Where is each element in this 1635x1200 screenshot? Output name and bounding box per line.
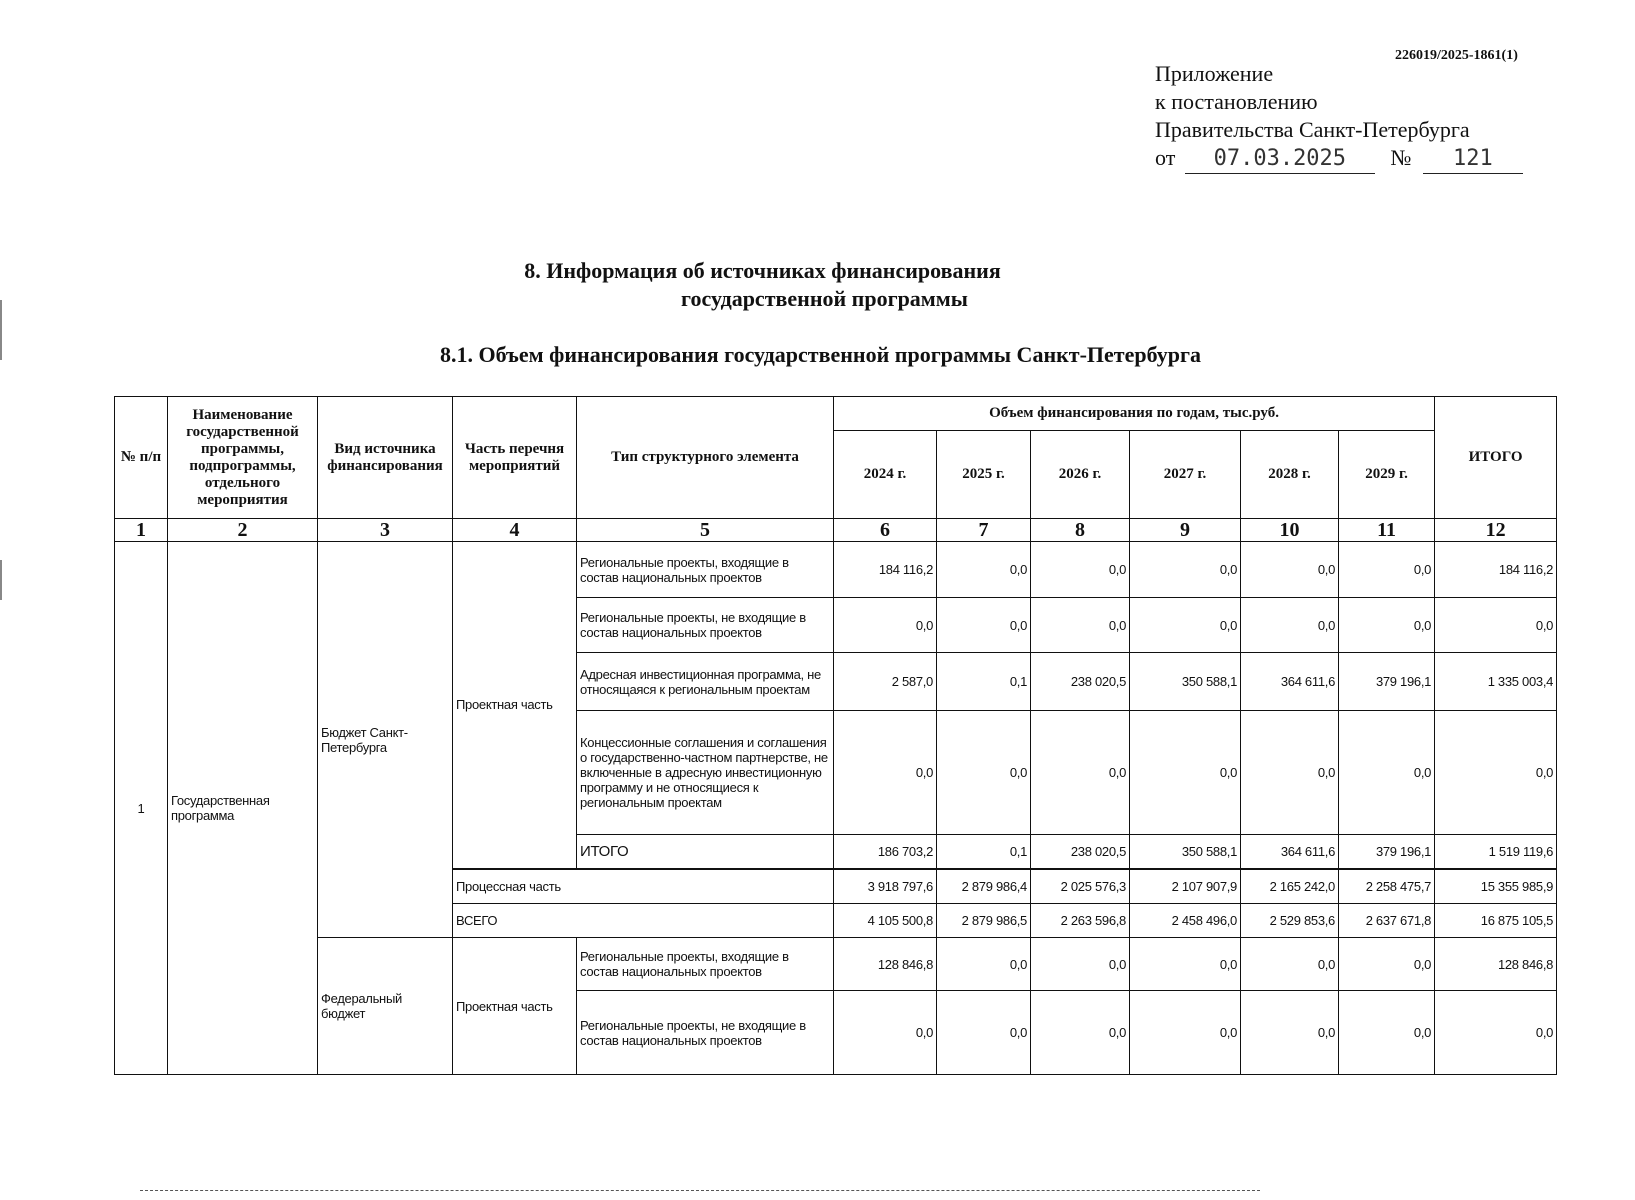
value-cell: 186 703,2 [834,835,937,869]
value-cell: 2 587,0 [834,653,937,711]
program-name: Государственная программа [168,542,318,1075]
value-cell: 0,0 [937,542,1031,598]
value-cell: 0,0 [1339,938,1435,991]
value-cell: 2 879 986,4 [937,869,1031,904]
value-cell: 2 165 242,0 [1241,869,1339,904]
value-cell: 0,0 [1031,542,1130,598]
column-number: 8 [1031,519,1130,542]
table-row [115,542,1557,598]
header-volume: Объем финансирования по годам, тыс.руб. [834,397,1435,431]
value-cell: 0,0 [1031,711,1130,835]
value-cell: 0,0 [834,991,937,1075]
process-part-label: Процессная часть [453,869,834,904]
subsection-title [0,342,1635,368]
header-year: 2024 г. [834,431,937,519]
header-year: 2027 г. [1130,431,1241,519]
resolution-date: 07.03.2025 [1185,145,1375,174]
part-project: Проектная часть [453,542,577,869]
column-number: 7 [937,519,1031,542]
value-cell: 0,0 [1241,598,1339,653]
column-number: 9 [1130,519,1241,542]
appendix-date-line [1155,144,1523,174]
column-number: 5 [577,519,834,542]
column-number: 10 [1241,519,1339,542]
appendix-line-1: Приложение [1155,61,1274,86]
value-cell: 238 020,5 [1031,835,1130,869]
total-cell: 0,0 [1435,711,1557,835]
value-cell: 0,0 [1031,938,1130,991]
value-cell: 0,0 [937,938,1031,991]
part-project-federal: Проектная часть [453,938,577,1075]
header-name: Наименование государственной программы, подпрограммы, отдельного мероприятия [168,397,318,519]
structural-type: Региональные проекты, не входящие в состав национальных проектов [577,598,834,653]
value-cell: 0,0 [1031,991,1130,1075]
value-cell: 0,0 [1241,991,1339,1075]
value-cell: 0,0 [1130,991,1241,1075]
value-cell: 2 263 596,8 [1031,904,1130,938]
header-part: Часть перечня мероприятий [453,397,577,519]
header-year: 2025 г. [937,431,1031,519]
value-cell: 2 529 853,6 [1241,904,1339,938]
value-cell: 2 025 576,3 [1031,869,1130,904]
value-cell: 0,0 [1339,598,1435,653]
column-number: 1 [115,519,168,542]
value-cell: 0,0 [937,598,1031,653]
scan-edge-mark [0,300,2,360]
structural-type: Региональные проекты, не входящие в состав национальных проектов [577,991,834,1075]
value-cell: 128 846,8 [834,938,937,991]
value-cell: 0,0 [1339,542,1435,598]
value-cell: 364 611,6 [1241,835,1339,869]
value-cell: 0,0 [1031,598,1130,653]
column-number: 3 [318,519,453,542]
header-num: № п/п [115,397,168,519]
value-cell: 0,0 [937,991,1031,1075]
source-federal: Федеральный бюджет [318,938,453,1075]
financing-table [114,396,1557,1075]
column-number: 12 [1435,519,1557,542]
value-cell: 184 116,2 [834,542,937,598]
source-budget: Бюджет Санкт-Петербурга [318,542,453,938]
value-cell: 0,1 [937,653,1031,711]
value-cell: 2 107 907,9 [1130,869,1241,904]
value-cell: 2 637 671,8 [1339,904,1435,938]
value-cell: 2 458 496,0 [1130,904,1241,938]
value-cell: 3 918 797,6 [834,869,937,904]
value-cell: 0,0 [834,598,937,653]
structural-type: Региональные проекты, входящие в состав национальных проектов [577,542,834,598]
value-cell: 0,1 [937,835,1031,869]
total-cell: 1 335 003,4 [1435,653,1557,711]
value-cell: 379 196,1 [1339,653,1435,711]
row-number: 1 [115,542,168,1075]
subsection-title-text: 8.1. Объем финансирования государственной программы Санкт-Петербурга [439,342,1202,367]
value-cell: 0,0 [1130,711,1241,835]
column-number: 4 [453,519,577,542]
appendix-block [1155,60,1523,174]
structural-type: Концессионные соглашения и соглашения о государственно-частном партнерстве, не включенные в адресную инвестиционную программу и не относящиеся к региональным проектам [577,711,834,835]
value-cell: 0,0 [1241,711,1339,835]
value-cell: 350 588,1 [1130,653,1241,711]
value-cell: 4 105 500,8 [834,904,937,938]
scan-edge-mark [0,560,2,600]
header-year: 2029 г. [1339,431,1435,519]
section-title-line-2: государственной программы [681,286,968,311]
table-row [115,938,1557,991]
header-year: 2028 г. [1241,431,1339,519]
value-cell: 0,0 [1130,938,1241,991]
column-number: 2 [168,519,318,542]
structural-type: ИТОГО [577,835,834,869]
total-cell: 184 116,2 [1435,542,1557,598]
total-cell: 0,0 [1435,598,1557,653]
value-cell: 0,0 [1130,598,1241,653]
page-bottom-rule [140,1190,1260,1191]
header-total: ИТОГО [1435,397,1557,519]
value-cell: 238 020,5 [1031,653,1130,711]
value-cell: 0,0 [1339,991,1435,1075]
total-cell: 16 875 105,5 [1435,904,1557,938]
header-type: Тип структурного элемента [577,397,834,519]
all-total-label: ВСЕГО [453,904,834,938]
value-cell: 0,0 [1241,938,1339,991]
section-title [0,257,1635,313]
column-number: 11 [1339,519,1435,542]
value-cell: 364 611,6 [1241,653,1339,711]
total-cell: 128 846,8 [1435,938,1557,991]
column-number-row [115,519,1557,542]
header-year: 2026 г. [1031,431,1130,519]
value-cell: 350 588,1 [1130,835,1241,869]
value-cell: 0,0 [1241,542,1339,598]
resolution-number: 121 [1423,145,1523,174]
value-cell: 0,0 [1339,711,1435,835]
appendix-line-3: Правительства Санкт-Петербурга [1155,117,1470,142]
total-cell: 15 355 985,9 [1435,869,1557,904]
from-label: от [1155,145,1176,170]
column-number: 6 [834,519,937,542]
number-label: № [1390,145,1412,170]
header-source: Вид источника финансирования [318,397,453,519]
value-cell: 0,0 [1130,542,1241,598]
value-cell: 2 258 475,7 [1339,869,1435,904]
value-cell: 0,0 [937,711,1031,835]
appendix-line-2: к постановлению [1155,89,1318,114]
structural-type: Региональные проекты, входящие в состав национальных проектов [577,938,834,991]
total-cell: 0,0 [1435,991,1557,1075]
value-cell: 379 196,1 [1339,835,1435,869]
header-row-1 [115,397,1557,431]
document-number: 226019/2025-1861(1) [1395,48,1518,63]
value-cell: 0,0 [834,711,937,835]
structural-type: Адресная инвестиционная программа, не относящаяся к региональным проектам [577,653,834,711]
section-title-line-1: 8. Информация об источниках финансирования [524,258,1001,283]
total-cell: 1 519 119,6 [1435,835,1557,869]
value-cell: 2 879 986,5 [937,904,1031,938]
